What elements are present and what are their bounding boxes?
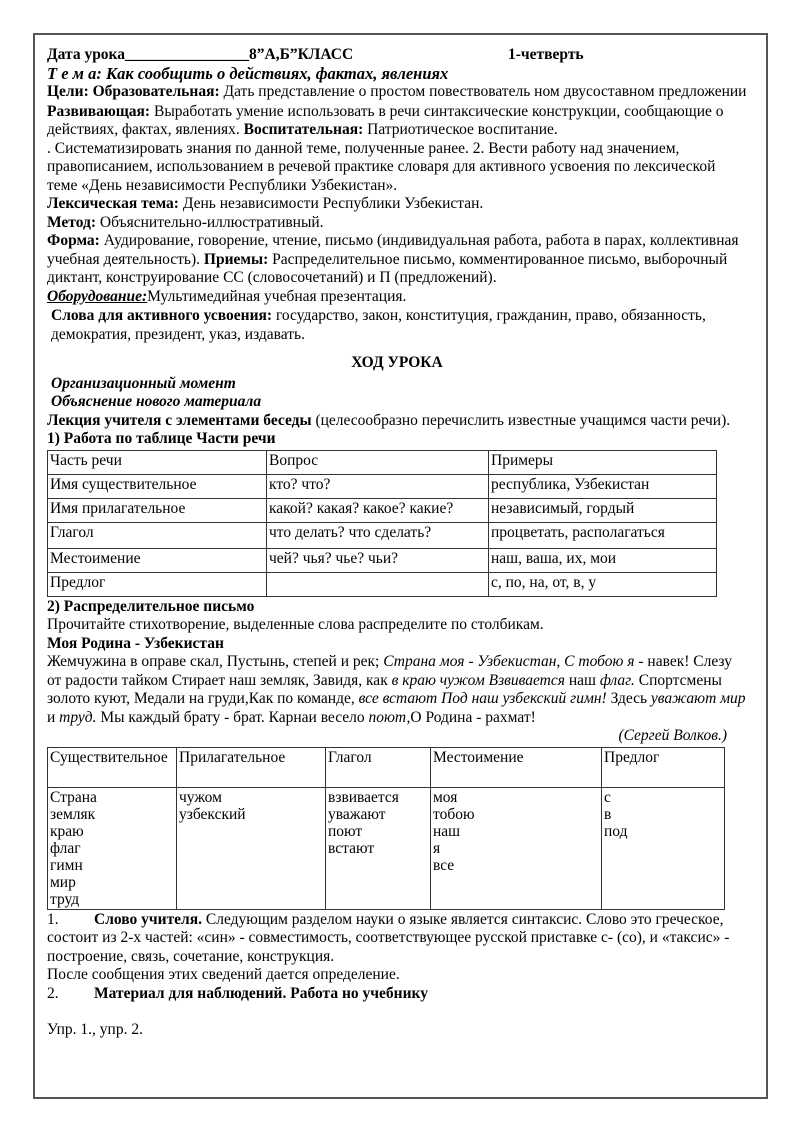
poem-text: Мы каждый брату - брат. Карнаи весело xyxy=(100,708,365,726)
poem-highlight: поют, xyxy=(368,708,411,726)
poem-text: наш xyxy=(568,671,596,689)
table-cell: республика, Узбекистан xyxy=(489,474,717,498)
table-header-row xyxy=(48,747,725,787)
lesson-document xyxy=(47,46,747,1040)
lex-theme-text: День независимости Республики Узбекистан. xyxy=(182,195,484,212)
list-item: краю xyxy=(50,822,84,840)
goals-developing xyxy=(47,103,747,140)
list-item: я xyxy=(433,839,441,857)
poem-highlight: флаг. xyxy=(599,671,635,689)
item2-line xyxy=(47,985,747,1004)
table-header-cell: Местоимение xyxy=(431,747,602,787)
item2-label: Материал для наблюдений. Работа но учебнику xyxy=(94,984,428,1002)
table-row xyxy=(48,787,725,909)
goals-educational xyxy=(47,83,747,102)
poem-text: О Родина - рахмат! xyxy=(410,708,536,726)
item1-number: 1. xyxy=(47,910,59,928)
table-header-cell: Вопрос xyxy=(267,450,489,474)
poem-highlight: в краю чужом Взвивается xyxy=(391,671,565,689)
vocab-text: государство, закон, конституция, гражданин, право, обязанность, демократия, президент, указ, издавать. xyxy=(51,307,706,343)
table-cell: чей? чья? чье? чьи? xyxy=(267,548,489,572)
method-label: Метод: xyxy=(47,213,97,231)
table-header-cell: Прилагательное xyxy=(177,747,326,787)
lesson-date-class: Дата урока________________8”А,Б”КЛАСС xyxy=(47,46,354,63)
list-item: под xyxy=(604,822,628,840)
goals-systematize: . Систематизировать знания по данной теме, полученные ранее. 2. Вести работу над значением, правописанием, использованием в речевой практике словаря для активного усвоения по лексической теме «День независимости Республики Узбекистан». xyxy=(47,139,716,194)
table-row xyxy=(48,474,717,498)
table-header-cell: Предлог xyxy=(602,747,725,787)
header-line xyxy=(47,46,747,65)
goals-vos-text: Патриотическое воспитание. xyxy=(367,121,558,138)
item1-label: Слово учителя. xyxy=(94,910,203,928)
list-item: тобою xyxy=(433,805,475,823)
equipment-label: Оборудование: xyxy=(47,287,148,305)
poem-text: Слезу от радости тайком Стирает наш земляк, Завидя, как xyxy=(47,653,732,689)
table-cell: кто? что? xyxy=(267,474,489,498)
list-item: поют xyxy=(328,822,363,840)
table-row xyxy=(48,522,717,548)
poem-author: (Сергей Волков.) xyxy=(618,727,727,744)
list-item: гимн xyxy=(50,856,83,874)
list-item: уважают xyxy=(328,805,386,823)
distribution-table xyxy=(47,747,725,910)
equipment-line xyxy=(47,288,747,307)
poem-text: и xyxy=(47,708,56,726)
goals-dev-label: Развивающая: xyxy=(47,102,151,120)
table-cell: что делать? что сделать? xyxy=(267,522,489,548)
poem-highlight: все встают Под наш узбекский гимн! xyxy=(358,690,607,707)
goals-dev-text: Выработать умение использовать в речи синтаксические конструкции, сообщающие о действиях, фактах, явлениях. xyxy=(47,102,724,138)
list-item: взвивается xyxy=(328,788,399,806)
topic-line xyxy=(47,65,747,84)
list-item: чужом xyxy=(179,788,222,806)
org-moment: Организационный момент xyxy=(51,374,236,392)
quarter-label: 1-четверть xyxy=(508,46,584,63)
lexical-theme xyxy=(47,195,747,214)
list-item: Страна xyxy=(50,788,97,806)
lecture-line xyxy=(47,412,747,431)
list-item: флаг xyxy=(50,839,81,857)
table-cell: Предлог xyxy=(48,572,267,596)
form-label: Форма: xyxy=(47,232,100,249)
list-item: мир xyxy=(50,873,76,891)
lecture-label: Лекция учителя с элементами беседы xyxy=(47,411,312,429)
method-text: Объяснительно-иллюстративный. xyxy=(99,213,324,231)
table-cell: процветать, располагаться xyxy=(489,522,717,548)
task2-title: 2) Распределительное письмо xyxy=(47,597,255,615)
table-cell xyxy=(602,787,725,909)
goals-vos-label: Воспитательная: xyxy=(243,121,364,138)
poem-highlight: труд. xyxy=(59,708,97,726)
techniques-text: Распределительное письмо, комментированное письмо, выборочный диктант, конструирование СС (словосочетаний) и П (предложений). xyxy=(47,250,728,286)
table-cell: наш, ваша, их, мои xyxy=(489,548,717,572)
progress-title: ХОД УРОКА xyxy=(351,354,443,371)
task2-text: Прочитайте стихотворение, выделенные слова распределите по столбикам. xyxy=(47,616,544,633)
lex-theme-label: Лексическая тема: xyxy=(47,195,179,212)
list-item: встают xyxy=(328,839,375,857)
table-cell xyxy=(177,787,326,909)
table-header-cell: Часть речи xyxy=(48,450,267,474)
poem-highlight: Страна моя - Узбекистан, С тобою я xyxy=(383,653,635,670)
list-item: труд xyxy=(50,890,80,908)
table-cell: какой? какая? какое? какие? xyxy=(267,498,489,522)
table-header-row xyxy=(48,450,717,474)
table-cell: с, по, на, от, в, у xyxy=(489,572,717,596)
list-item: земляк xyxy=(50,805,96,823)
parts-of-speech-table xyxy=(47,450,717,597)
table-cell xyxy=(48,787,177,909)
topic-text: Как сообщить о действиях, фактах, явлениях xyxy=(105,63,449,83)
goals-edu-text: Дать представление о простом повествователь ном двусоставном предложении xyxy=(223,83,747,100)
table1-title: 1) Работа по таблице Части речи xyxy=(47,430,276,447)
table-row xyxy=(48,498,717,522)
method-line xyxy=(47,214,747,233)
topic-label: Т е м а: xyxy=(47,63,102,83)
explanation-heading: Объяснение нового материала xyxy=(51,393,262,410)
list-item: наш xyxy=(433,822,461,840)
poem-text: Жемчужина в оправе скал, Пустынь, степей и рек; xyxy=(47,653,380,670)
list-item: моя xyxy=(433,788,458,806)
item1-text: Следующим разделом науки о языке является синтаксис. Слово это греческое, состоит из 2-х частей: «син» - совместимость, соответствующее русской приставке с- (со), и «таксис» - построение, связь, сочетание, конструкция. xyxy=(47,910,730,965)
list-item: все xyxy=(433,856,455,874)
table-cell xyxy=(326,787,431,909)
poem-text: - навек! xyxy=(638,653,690,670)
vocab-line xyxy=(47,307,747,344)
table-cell: независимый, гордый xyxy=(489,498,717,522)
table-cell xyxy=(267,572,489,596)
table-row xyxy=(48,572,717,596)
table-cell: Глагол xyxy=(48,522,267,548)
poem-body xyxy=(47,653,747,727)
vocab-label: Слова для активного усвоения: xyxy=(51,307,273,324)
item2-number: 2. xyxy=(47,984,59,1002)
table-cell: Местоимение xyxy=(48,548,267,572)
poem-text: Спортсмены золото куют, Медали на груди,Как по команде, xyxy=(47,671,722,707)
table-cell xyxy=(431,787,602,909)
form-text: Аудирование, говорение, чтение, письмо (индивидуальная работа, работа в парах, коллективная учебная деятельность). xyxy=(47,232,739,268)
poem-highlight: уважают мир xyxy=(650,690,746,707)
equipment-text: Мультимедийная учебная презентация. xyxy=(147,287,407,305)
exercises-line: Упр. 1., упр. 2. xyxy=(47,1021,143,1038)
poem-text: Здесь xyxy=(610,690,648,707)
form-line xyxy=(47,232,747,288)
table-header-cell: Глагол xyxy=(326,747,431,787)
list-item: узбекский xyxy=(179,805,246,823)
techniques-label: Приемы: xyxy=(203,250,269,268)
table-cell: Имя существительное xyxy=(48,474,267,498)
goals-edu-label: Цели: Образовательная: xyxy=(47,83,220,100)
lecture-text: (целесообразно перечислить известные учащимся части речи). xyxy=(315,411,731,429)
poem-title: Моя Родина - Узбекистан xyxy=(47,634,224,652)
item1-line xyxy=(47,911,747,967)
table-header-cell: Существительное xyxy=(48,747,177,787)
table-header-cell: Примеры xyxy=(489,450,717,474)
list-item: с xyxy=(604,788,611,806)
table-row xyxy=(48,548,717,572)
list-item: в xyxy=(604,805,612,823)
after-text: После сообщения этих сведений дается определение. xyxy=(47,966,400,983)
table-cell: Имя прилагательное xyxy=(48,498,267,522)
